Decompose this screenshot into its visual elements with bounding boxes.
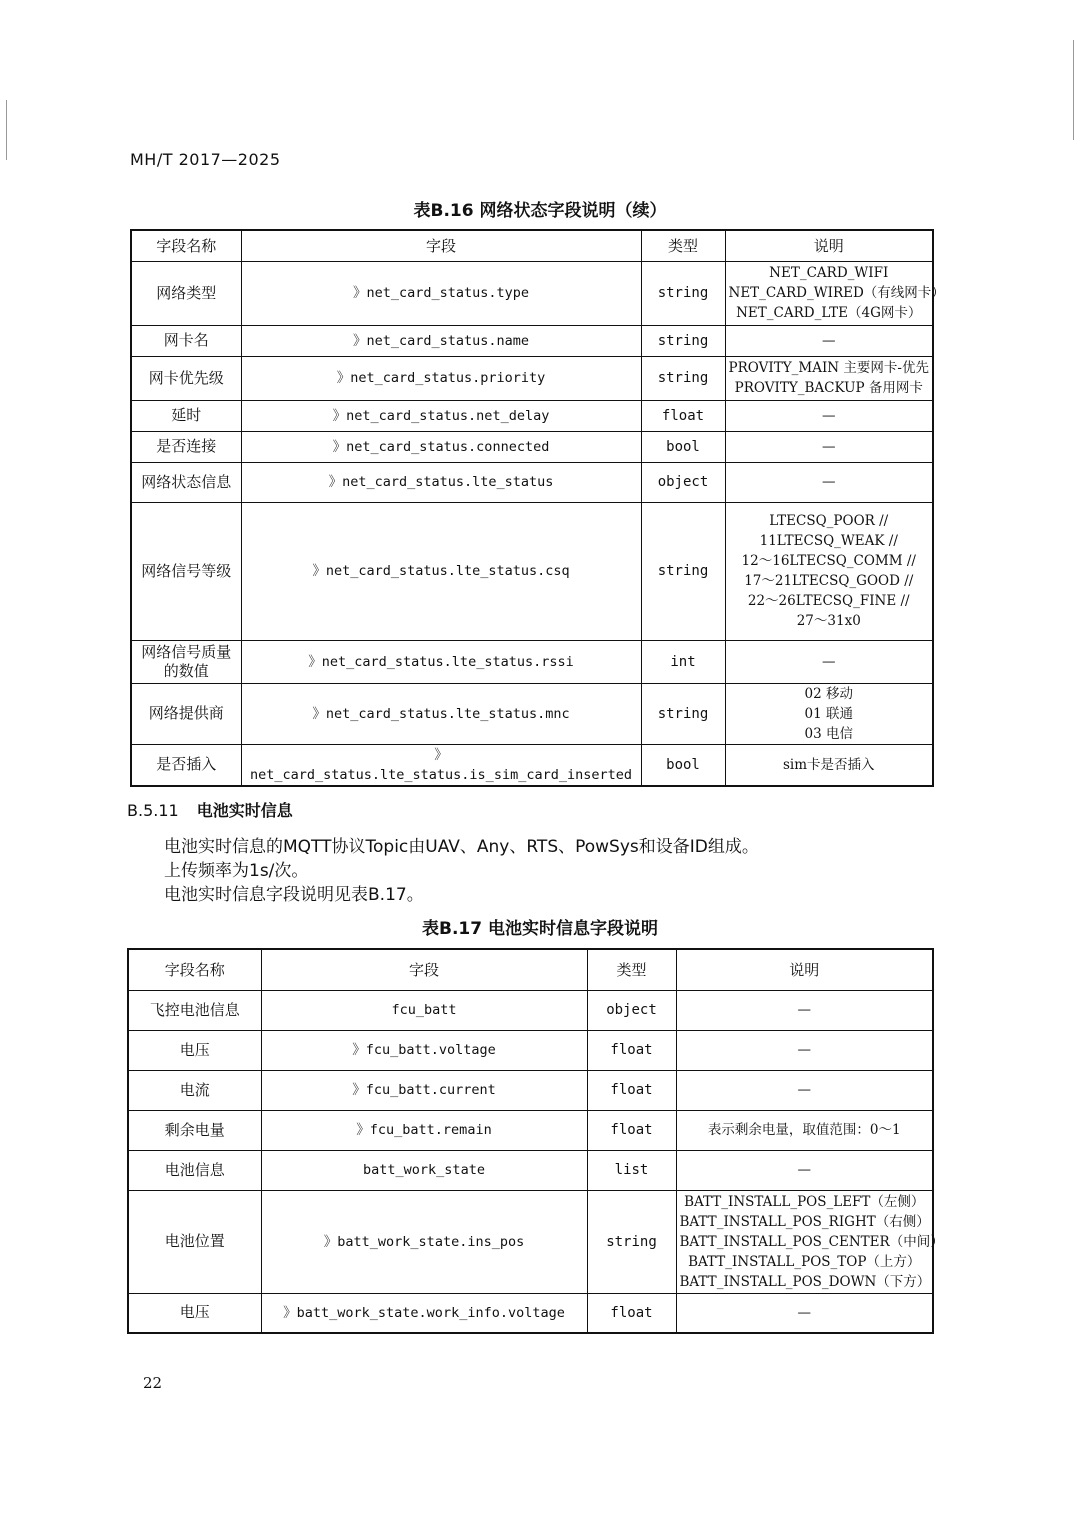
description-cell xyxy=(725,431,933,462)
field-type-cell: object xyxy=(641,462,725,502)
field-type-cell: string xyxy=(641,261,725,325)
column-header-field: 字段 xyxy=(241,230,641,261)
column-header-field-name: 字段名称 xyxy=(128,949,261,990)
field-name-cell: 网络状态信息 xyxy=(131,462,241,502)
description-cell xyxy=(676,1293,933,1333)
column-header-description: 说明 xyxy=(676,949,933,990)
description-line: PROVITY_MAIN 主要网卡-优先 xyxy=(728,360,929,376)
table-row xyxy=(131,261,933,325)
description-cell xyxy=(676,1110,933,1150)
description-line: 表示剩余电量，取值范围：0～1 xyxy=(707,1122,901,1138)
field-path-cell: 》net_card_status.connected xyxy=(241,431,641,462)
table-header-row xyxy=(128,949,933,990)
table-row xyxy=(131,640,933,683)
field-type-cell: string xyxy=(641,683,725,744)
field-path-cell: 》net_card_status.type xyxy=(241,261,641,325)
field-name-cell: 是否插入 xyxy=(131,744,241,786)
column-header-field-name: 字段名称 xyxy=(131,230,241,261)
scan-edge-mark xyxy=(1073,40,1074,140)
description-cell xyxy=(676,1070,933,1110)
section-number: B.5.11 xyxy=(127,801,179,820)
table-row xyxy=(131,356,933,400)
field-path-cell: 》fcu_batt.current xyxy=(261,1070,587,1110)
column-header-type: 类型 xyxy=(587,949,676,990)
field-name-cell: 网卡名 xyxy=(131,325,241,356)
table-row xyxy=(131,744,933,786)
table-row xyxy=(128,1070,933,1110)
field-path-cell: 》net_card_status.name xyxy=(241,325,641,356)
description-cell xyxy=(725,640,933,683)
field-path-cell: 》net_card_status.priority xyxy=(241,356,641,400)
field-path-cell: 》batt_work_state.ins_pos xyxy=(261,1190,587,1293)
table-row xyxy=(131,462,933,502)
description-line: — xyxy=(822,332,836,349)
field-path-cell: 》net_card_status.net_delay xyxy=(241,400,641,431)
description-cell xyxy=(676,1150,933,1190)
table-row xyxy=(131,400,933,431)
field-type-cell: float xyxy=(587,1030,676,1070)
body-paragraph: 上传频率为1s/次。 xyxy=(164,861,309,881)
field-path-cell: 》net_card_status.lte_status.csq xyxy=(241,502,641,640)
table-row xyxy=(128,1030,933,1070)
description-line: 17～21LTECSQ_GOOD // xyxy=(744,573,914,589)
description-line: PROVITY_BACKUP 备用网卡 xyxy=(734,380,923,396)
description-line: 22～26LTECSQ_FINE // xyxy=(747,593,910,609)
description-line: BATT_INSTALL_POS_LEFT（左侧） xyxy=(684,1193,925,1210)
description-line: BATT_INSTALL_POS_RIGHT（右侧） xyxy=(679,1213,930,1230)
field-path-cell: 》fcu_batt.remain xyxy=(261,1110,587,1150)
description-line: 03 电信 xyxy=(804,725,853,742)
description-line: 11LTECSQ_WEAK // xyxy=(759,533,898,549)
table-row xyxy=(128,1293,933,1333)
column-header-field: 字段 xyxy=(261,949,587,990)
description-cell xyxy=(725,744,933,786)
field-path-cell: 》net_card_status.lte_status xyxy=(241,462,641,502)
description-line: — xyxy=(797,1042,811,1058)
field-type-cell: int xyxy=(641,640,725,683)
description-line: 27～31x0 xyxy=(796,613,861,629)
field-type-cell: bool xyxy=(641,744,725,786)
description-cell xyxy=(725,462,933,502)
description-cell xyxy=(725,325,933,356)
field-type-cell: float xyxy=(587,1293,676,1333)
field-path-cell: batt_work_state xyxy=(261,1150,587,1190)
description-cell xyxy=(676,1190,944,1293)
table-row xyxy=(131,431,933,462)
table-row xyxy=(131,683,933,744)
field-type-cell: list xyxy=(587,1150,676,1190)
description-cell xyxy=(725,261,945,325)
section-title: 电池实时信息 xyxy=(196,801,293,820)
field-type-cell: float xyxy=(641,400,725,431)
field-name-cell: 电压 xyxy=(128,1293,261,1333)
field-name-cell: 网卡优先级 xyxy=(131,356,241,400)
field-path-cell: 》net_card_status.lte_status.is_sim_card_inserted xyxy=(241,744,641,786)
description-line: sim卡是否插入 xyxy=(782,756,875,773)
field-name-cell: 网络信号等级 xyxy=(131,502,241,640)
field-name-cell: 延时 xyxy=(131,400,241,431)
description-line: — xyxy=(797,1304,811,1321)
column-header-type: 类型 xyxy=(641,230,725,261)
description-line: LTECSQ_POOR // xyxy=(769,513,889,529)
field-name-cell: 是否连接 xyxy=(131,431,241,462)
table-row xyxy=(131,325,933,356)
field-type-cell: string xyxy=(641,325,725,356)
field-name-cell: 网络信号质量的数值 xyxy=(131,640,241,683)
field-type-cell: float xyxy=(587,1070,676,1110)
field-type-cell: bool xyxy=(641,431,725,462)
description-line: BATT_INSTALL_POS_DOWN（下方） xyxy=(679,1273,931,1290)
description-line: NET_CARD_LTE（4G网卡） xyxy=(736,305,922,321)
description-line: — xyxy=(822,438,836,455)
field-name-cell: 电池信息 xyxy=(128,1150,261,1190)
description-line: — xyxy=(822,653,836,670)
description-line: — xyxy=(797,1082,811,1098)
table-row xyxy=(128,1110,933,1150)
body-paragraph: 电池实时信息的MQTT协议Topic由UAV、Any、RTS、PowSys和设备ID组成。 xyxy=(164,837,759,857)
section-heading xyxy=(127,798,293,821)
table-row xyxy=(128,990,933,1030)
field-type-cell: object xyxy=(587,990,676,1030)
field-name-cell: 电池位置 xyxy=(128,1190,261,1293)
description-cell xyxy=(676,1030,933,1070)
description-line: 12～16LTECSQ_COMM // xyxy=(741,553,916,569)
description-cell xyxy=(725,683,933,744)
description-line: — xyxy=(822,474,836,490)
description-cell xyxy=(725,356,933,400)
network-status-table xyxy=(130,229,945,787)
description-line: BATT_INSTALL_POS_TOP（上方） xyxy=(688,1253,921,1270)
description-cell xyxy=(725,502,933,640)
description-line: 01 联通 xyxy=(804,705,853,722)
field-type-cell: string xyxy=(587,1190,676,1293)
field-name-cell: 飞控电池信息 xyxy=(128,990,261,1030)
field-name-cell: 网络提供商 xyxy=(131,683,241,744)
description-cell xyxy=(676,990,933,1030)
field-name-cell: 网络类型 xyxy=(131,261,241,325)
field-name-cell: 电压 xyxy=(128,1030,261,1070)
field-type-cell: string xyxy=(641,502,725,640)
field-name-cell: 剩余电量 xyxy=(128,1110,261,1150)
description-line: — xyxy=(797,1162,811,1178)
field-path-cell: fcu_batt xyxy=(261,990,587,1030)
field-name-cell: 电流 xyxy=(128,1070,261,1110)
description-line: — xyxy=(822,407,836,424)
description-line: 02 移动 xyxy=(804,685,853,702)
field-type-cell: string xyxy=(641,356,725,400)
description-cell xyxy=(725,400,933,431)
column-header-description: 说明 xyxy=(725,230,933,261)
field-path-cell: 》net_card_status.lte_status.mnc xyxy=(241,683,641,744)
field-type-cell: float xyxy=(587,1110,676,1150)
document-code: MH/T 2017—2025 xyxy=(130,150,281,169)
table-row xyxy=(128,1190,933,1293)
field-path-cell: 》net_card_status.lte_status.rssi xyxy=(241,640,641,683)
field-path-cell: 》batt_work_state.work_info.voltage xyxy=(261,1293,587,1333)
table-b17-title: 表B.17 电池实时信息字段说明 xyxy=(422,919,658,939)
description-line: NET_CARD_WIFI xyxy=(769,265,889,281)
table-header-row xyxy=(131,230,933,261)
battery-info-table xyxy=(127,948,944,1334)
scan-edge-mark xyxy=(6,100,7,160)
body-paragraph: 电池实时信息字段说明见表B.17。 xyxy=(164,885,424,905)
table-row xyxy=(131,502,933,640)
table-row xyxy=(128,1150,933,1190)
description-line: NET_CARD_WIRED（有线网卡） xyxy=(728,285,945,301)
description-line: BATT_INSTALL_POS_CENTER（中间） xyxy=(679,1233,944,1250)
page-number: 22 xyxy=(143,1374,163,1392)
field-path-cell: 》fcu_batt.voltage xyxy=(261,1030,587,1070)
description-line: — xyxy=(797,1002,811,1018)
table-b16-title: 表B.16 网络状态字段说明（续） xyxy=(413,201,667,221)
